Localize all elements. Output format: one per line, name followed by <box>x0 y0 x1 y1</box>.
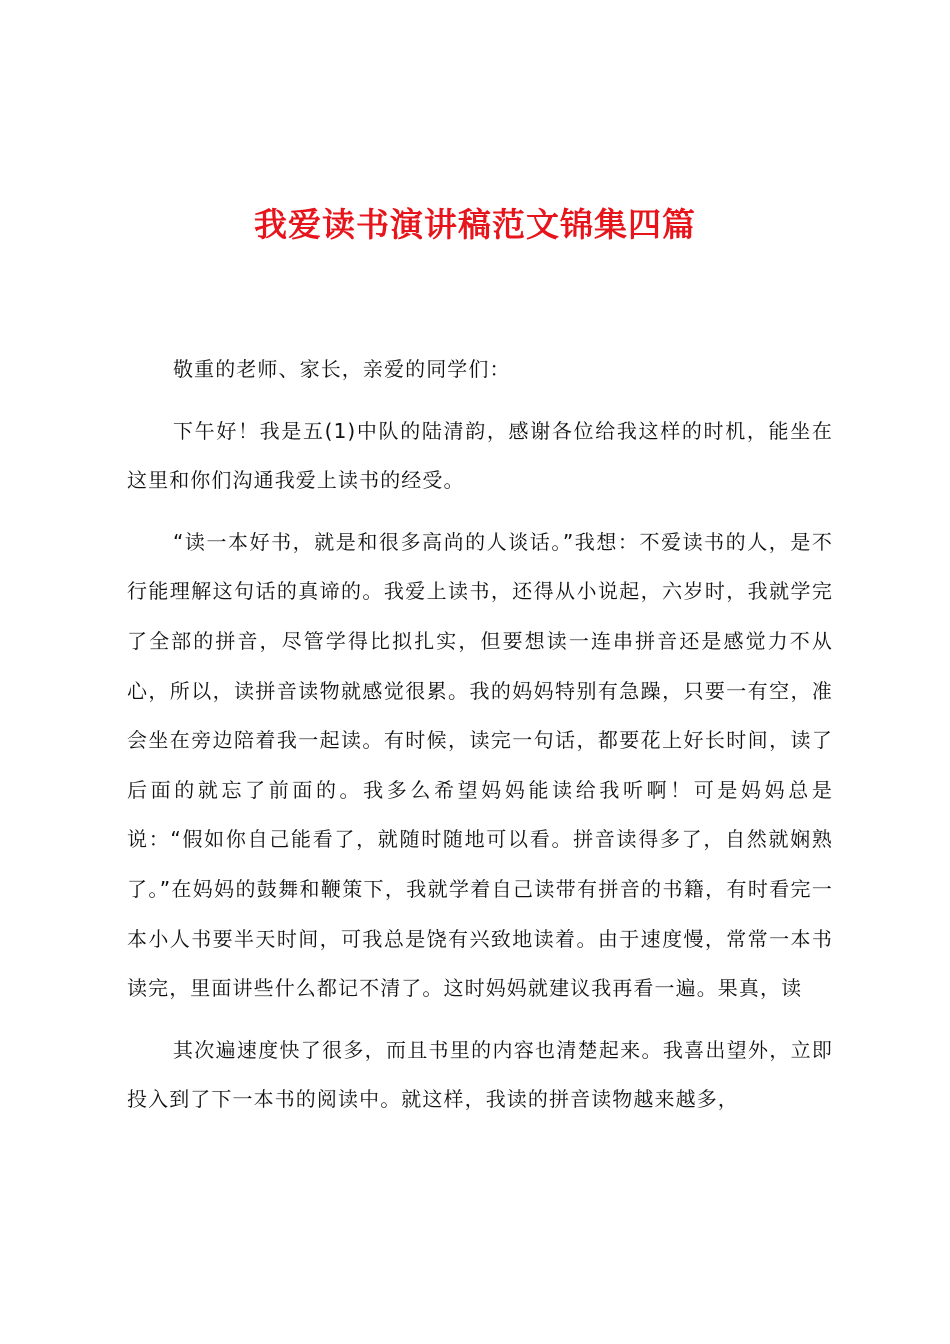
paragraph-greeting: 敬重的老师、家长，亲爱的同学们： <box>173 357 511 381</box>
document-body <box>127 345 833 1137</box>
document-title: 我爱读书演讲稿范文锦集四篇 <box>254 205 696 244</box>
paragraph-intro: 下午好！我是五(1)中队的陆清韵，感谢各位给我这样的时机，能坐在这里和你们沟通我爱上读书的经受。 <box>127 418 833 493</box>
paragraph-story: “读一本好书，就是和很多高尚的人谈话。”我想：不爱读书的人，是不行能理解这句话的真谛的。我爱上读书，还得从小说起，六岁时，我就学完了全部的拼音，尽管学得比拟扎实，但要想读一连串拼音还是感觉力不从心，所以，读拼音读物就感觉很累。我的妈妈特别有急躁，只要一有空，准会坐在旁边陪着我一起读。有时候，读完一句话，都要花上好长时间，读了后面的就忘了前面的。我多么希望妈妈能读给我听啊！可是妈妈总是说：“假如你自己能看了，就随时随地可以看。拼音读得多了，自然就娴熟了。”在妈妈的鼓舞和鞭策下，我就学着自己读带有拼音的书籍，有时看完一本小人书要半天时间，可我总是饶有兴致地读着。由于速度慢，常常一本书读完，里面讲些什么都记不清了。这时妈妈就建议我再看一遍。果真，读 <box>127 529 833 1001</box>
paragraph-continuation: 其次遍速度快了很多，而且书里的内容也清楚起来。我喜出望外，立即投入到了下一本书的阅读中。就这样，我读的拼音读物越来越多， <box>127 1037 833 1112</box>
